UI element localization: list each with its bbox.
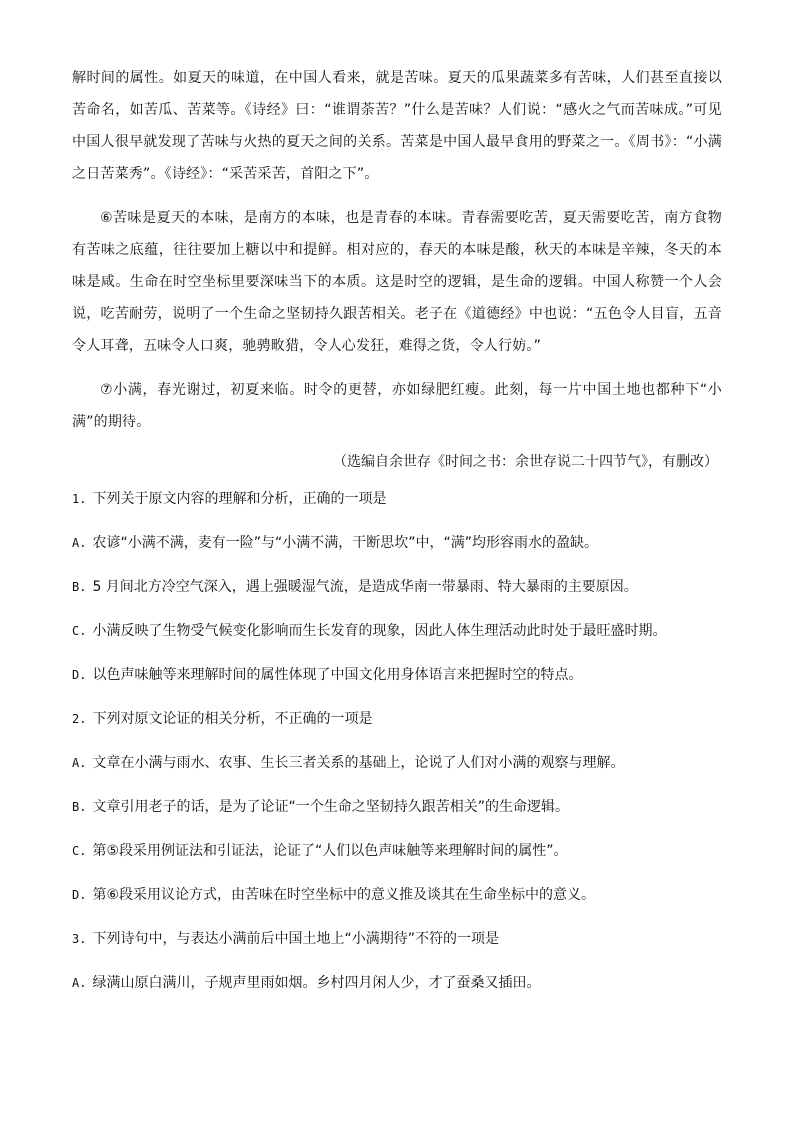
option-text: 5 月间北方冷空气深入，遇上强暖湿气流，是造成华南一带暴雨、特大暴雨的主要原因。: [92, 579, 638, 595]
question-3-stem: [72, 928, 722, 950]
option-text: 农谚“小满不满，麦有一险”与“小满不满，干断思坎”中，“满”均形容雨水的盈缺。: [92, 535, 598, 551]
option-text: 第⑥段采用议论方式，由苦味在时空坐标中的意义推及谈其在生命坐标中的意义。: [92, 887, 596, 903]
question-1-option-a: [72, 532, 722, 554]
question-1-stem: [72, 488, 722, 510]
option-letter: C.: [72, 844, 87, 858]
question-2-option-b: [72, 796, 722, 818]
option-letter: A.: [72, 756, 87, 770]
option-text: 以色声味触等来理解时间的属性体现了中国文化用身体语言来把握时空的特点。: [92, 667, 583, 683]
option-text: 绿满山原白满川，子规声里雨如烟。乡村四月闲人少，才了蚕桑又插田。: [92, 975, 541, 991]
option-letter: B.: [72, 580, 87, 594]
question-number: 2.: [72, 712, 87, 726]
question-3-option-a: [72, 972, 722, 994]
option-letter: D.: [72, 668, 87, 682]
question-number: 3.: [72, 932, 87, 946]
question-stem-text: 下列关于原文内容的理解和分析，正确的一项是: [92, 491, 387, 507]
question-2-stem: [72, 708, 722, 730]
passage-source-citation: （选编自余世存《时间之书：余世存说二十四节气》，有删改）: [333, 454, 718, 470]
passage-paragraph-5-continued: 解时间的属性。如夏天的味道，在中国人看来，就是苦味。夏天的瓜果蔬菜多有苦味，人们甚至直接以苦命名，如苦瓜、苦菜等。《诗经》曰：“谁谓荼苦？”什么是苦味？人们说：“感火之气而苦味成。”可见中国人很早就发现了苦味与火热的夏天之间的关系。苦菜是中国人最早食用的野菜之一。《周书》：“小满之日苦菜秀”。《诗经》：“采苦采苦，首阳之下”。: [72, 70, 722, 182]
question-number: 1.: [72, 492, 87, 506]
question-1-option-b: [72, 576, 722, 598]
option-letter: A.: [72, 976, 87, 990]
question-stem-text: 下列对原文论证的相关分析，不正确的一项是: [92, 711, 373, 727]
option-letter: B.: [72, 800, 87, 814]
question-2-option-d: [72, 884, 722, 906]
passage-paragraph-6: ⑥苦味是夏天的本味，是南方的本味，也是青春的本味。青春需要吃苦，夏天需要吃苦，南方食物有苦味之底蕴，往往要加上糖以中和提鲜。相对应的，春天的本味是酸，秋天的本味是辛辣，冬天的本味是咸。生命在时空坐标里要深味当下的本质。这是时空的逻辑，是生命的逻辑。中国人称赞一个人会说，吃苦耐劳，说明了一个生命之坚韧持久跟苦相关。老子在《道德经》中也说：“五色令人目盲，五音令人耳聋，五味令人口爽，驰骋畋猎，令人心发狂，难得之货，令人行妨。”: [72, 210, 722, 354]
passage-paragraph-7: ⑦小满，春光谢过，初夏来临。时令的更替，亦如绿肥红瘦。此刻，每一片中国土地也都种下“小满”的期待。: [72, 382, 722, 430]
option-text: 文章引用老子的话，是为了论证“一个生命之坚韧持久跟苦相关”的生命逻辑。: [92, 799, 569, 815]
option-text: 小满反映了生物受气候变化影响而生长发育的现象，因此人体生理活动此时处于最旺盛时期。: [92, 623, 667, 639]
option-letter: C.: [72, 624, 87, 638]
option-letter: A.: [72, 536, 87, 550]
question-2-option-a: [72, 752, 722, 774]
option-letter: D.: [72, 888, 87, 902]
option-text: 第⑤段采用例证法和引证法，论证了“人们以色声味触等来理解时间的属性”。: [92, 843, 568, 859]
question-list: [72, 488, 722, 994]
option-text: 文章在小满与雨水、农事、生长三者关系的基础上，论说了人们对小满的观察与理解。: [92, 755, 625, 771]
question-1-option-c: [72, 620, 722, 642]
question-2-option-c: [72, 840, 722, 862]
question-stem-text: 下列诗句中，与表达小满前后中国土地上“小满期待”不符的一项是: [92, 931, 499, 947]
question-1-option-d: [72, 664, 722, 686]
